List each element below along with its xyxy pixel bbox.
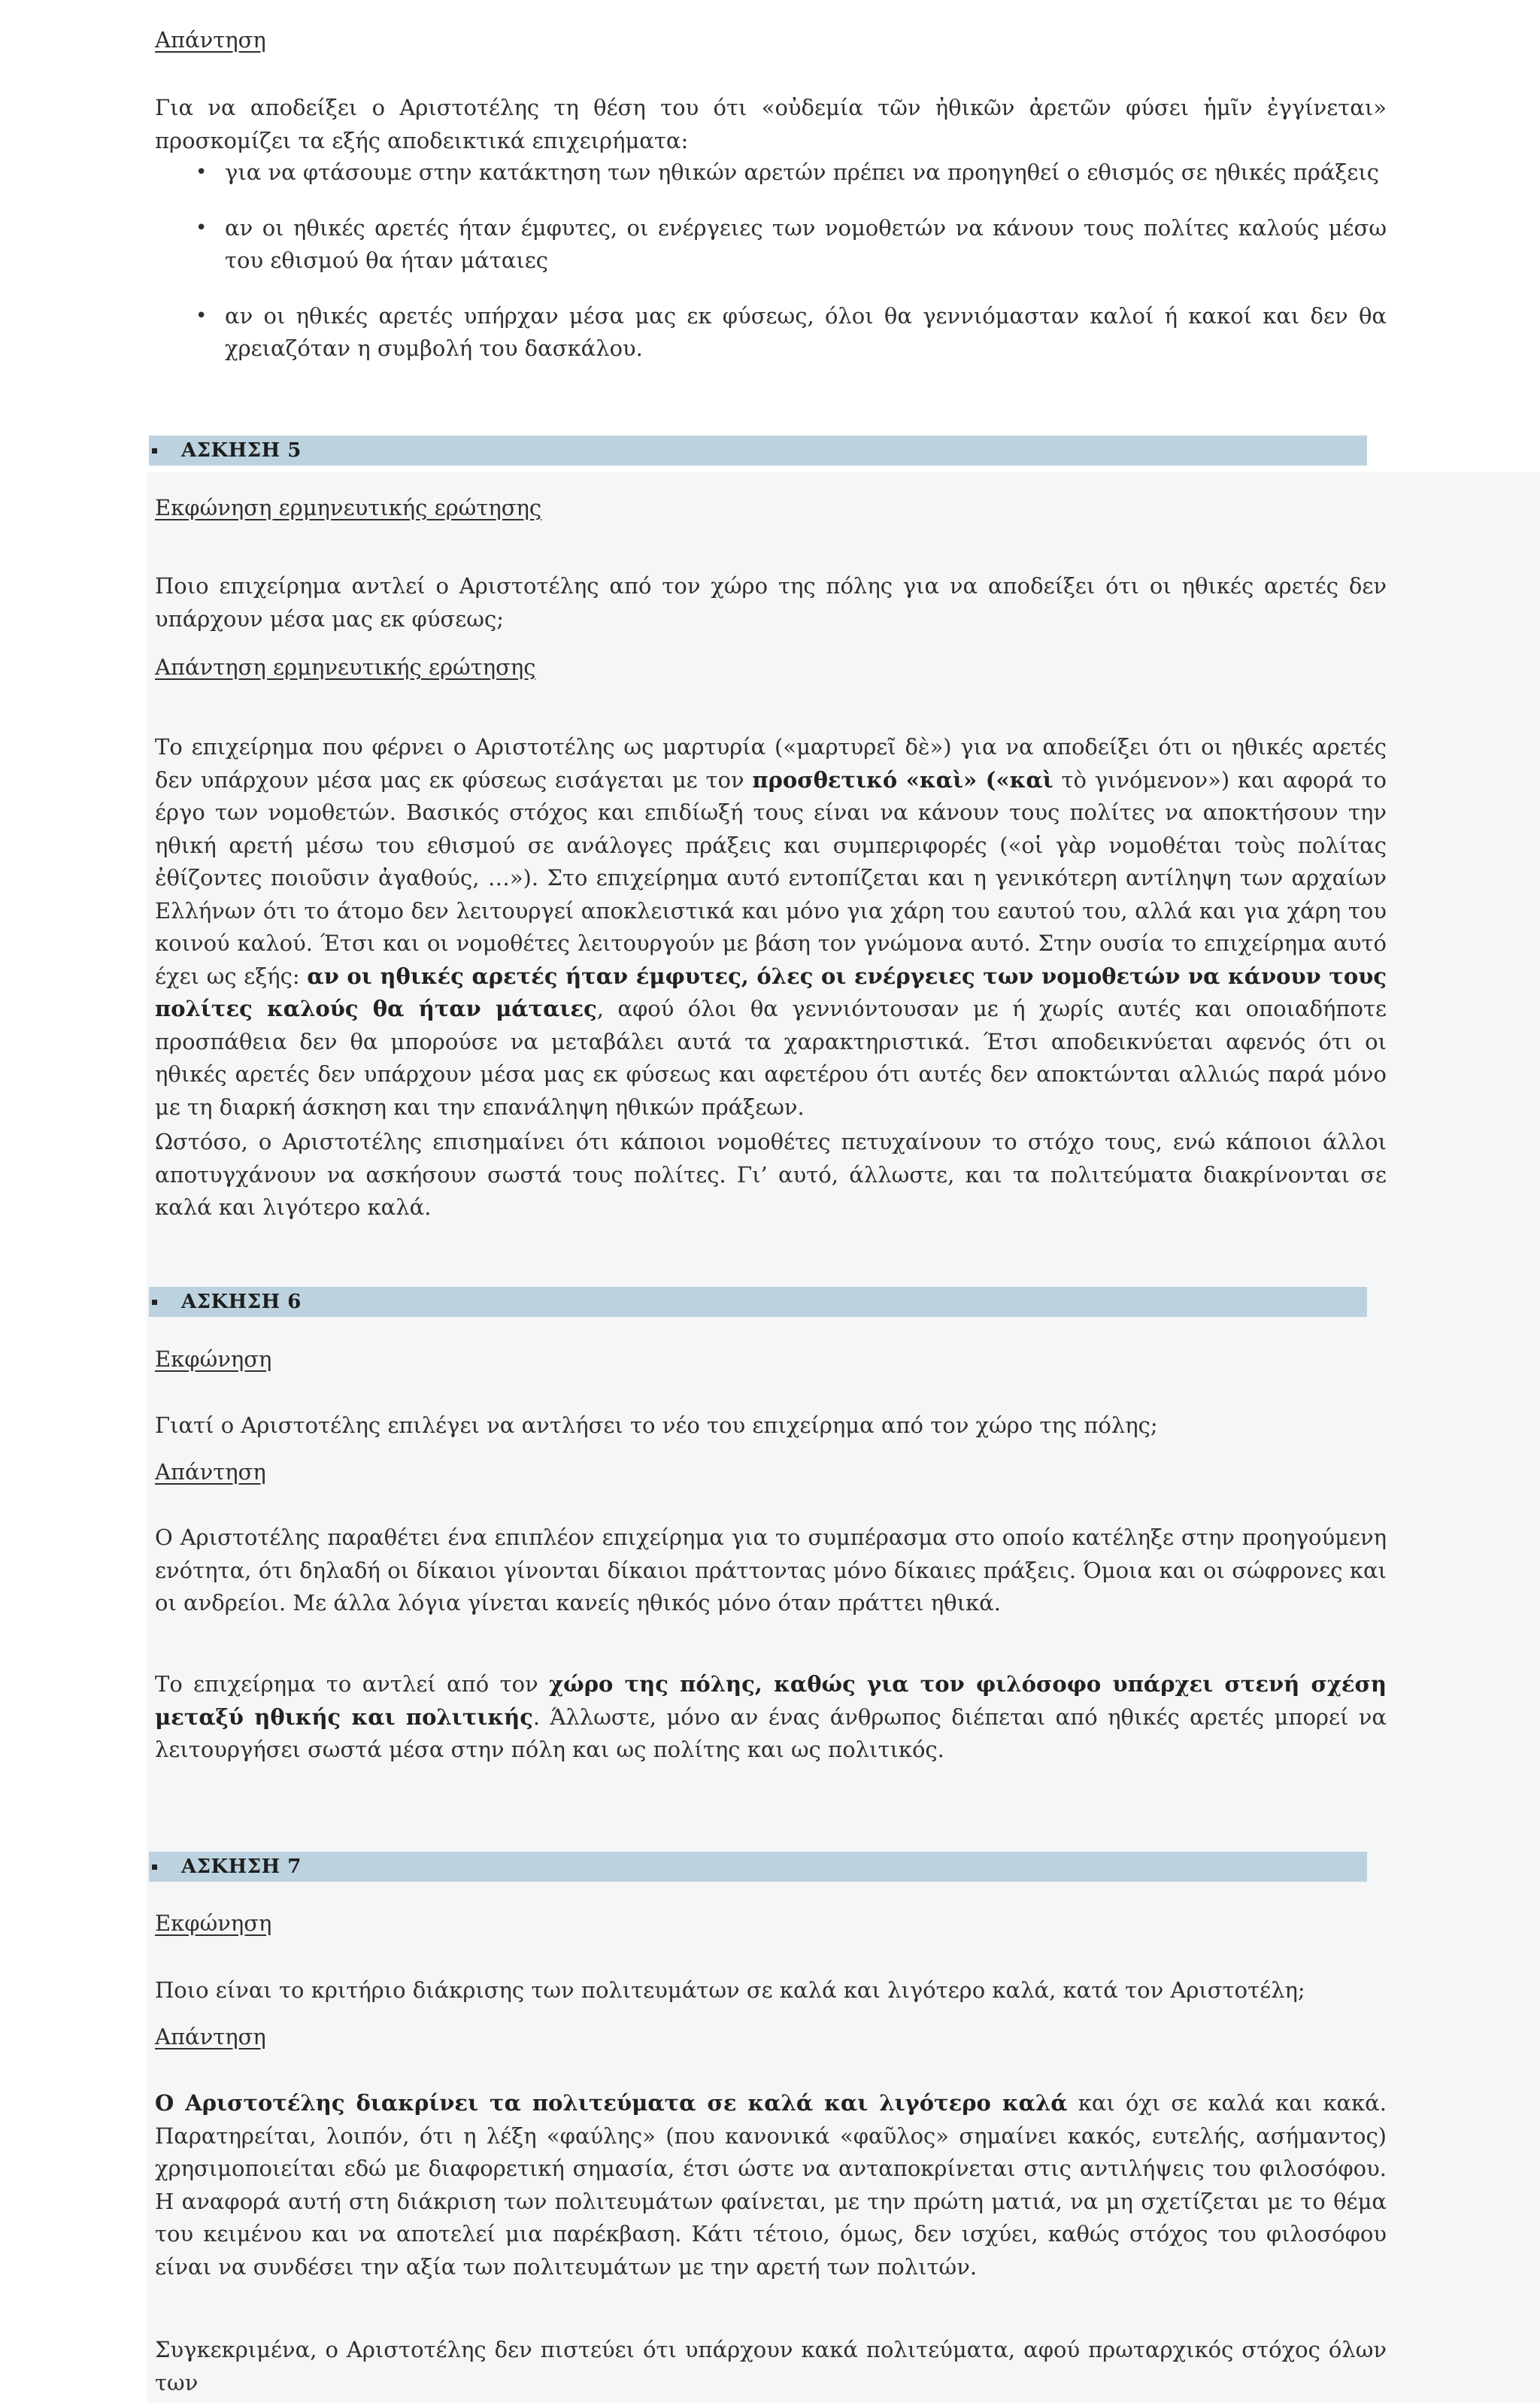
answer-label: Απάντηση ερμηνευτικής ερώτησης (155, 654, 536, 680)
answer-paragraph (155, 731, 1387, 1124)
emphasis-text: χώρο της πόλης, καθώς για τον φιλόσοφο υπάρχει στενή σχέση μεταξύ ηθικής και πολιτικής (155, 1671, 1387, 1730)
square-bullet-icon (152, 448, 157, 454)
emphasis-text: Ο Αριστοτέλης διακρίνει τα πολιτεύματα σε καλά και λιγότερο καλά (155, 2090, 1068, 2116)
question-text: Ποιο επιχείρημα αντλεί ο Αριστοτέλης από τον χώρο της πόλης για να αποδείξει ότι οι ηθικές αρετές δεν υπάρχουν μέσα μας εκ φύσεως; (155, 573, 1387, 632)
square-bullet-icon (152, 1300, 157, 1305)
answer-text: τὸ γινόμενον») και αφορά το έργο των νομοθετών. Βασικός στόχος και επιδίωξή τους είναι να κάνουν τους πολίτες να αποκτήσουν την ηθική αρετή μέσω του εθισμού σε ανάλογες πράξεις και συμπεριφορές («οἱ γὰρ νομοθέται τοὺς πολίτας ἐθίζοντες ποιοῦσιν ἀγαθούς, …»). Στο επιχείρημα αυτό εντοπίζεται και η γενικότερη αντίληψη των αρχαίων Ελλήνων ότι το άτομο δεν λειτουργεί αποκλειστικά και μόνο για χάρη του εαυτού του, αλλά και για χάρη του κοινού καλού. Έτσι και οι νομοθέτες λειτουργούν με βάση τον γνώμονα αυτό. Στην ουσία το επιχείρημα αυτό έχει ως εξής: (155, 766, 1387, 989)
exercise-7-header (149, 1852, 1367, 1882)
answer-paragraph: Ωστόσο, ο Αριστοτέλης επισημαίνει ότι κάποιοι νομοθέτες πετυχαίνουν το στόχο τους, ενώ κάποιοι άλλοι αποτυγχάνουν να ασκήσουν σωστά τους πολίτες. Γι’ αυτό, άλλωστε, και τα πολιτεύματα διακρίνονται σε καλά και λιγότερο καλά. (155, 1129, 1387, 1220)
answer-intro: Για να αποδείξει ο Αριστοτέλης τη θέση του ότι «οὐδεμία τῶν ἠθικῶν ἀρετῶν φύσει ἡμῖν ἐγγίνεται» προσκομίζει τα εξής αποδεικτικά επιχειρήματα: (155, 95, 1387, 153)
argument-list (155, 156, 1387, 366)
answer-paragraph (155, 1668, 1387, 1767)
question-label: Εκφώνηση ερμηνευτικής ερώτησης (155, 495, 542, 520)
exercise-title: ΑΣΚΗΣΗ 5 (181, 439, 302, 462)
answer-paragraph: Συγκεκριμένα, ο Αριστοτέλης δεν πιστεύει ότι υπάρχουν κακά πολιτεύματα, αφού πρωταρχικός στόχος όλων των (155, 2337, 1387, 2395)
answer-text: . Άλλωστε, μόνο αν ένας άνθρωπος διέπεται από ηθικές αρετές μπορεί να λειτουργήσει σωστά μέσα στην πόλη και ως πολίτης και ως πολιτικός. (155, 1704, 1387, 1762)
answer-text: Το επιχείρημα το αντλεί από τον (155, 1671, 550, 1697)
answer-label: Απάντηση (155, 27, 266, 53)
exercise-title: ΑΣΚΗΣΗ 6 (181, 1291, 302, 1313)
list-item: • αν οι ηθικές αρετές υπήρχαν μέσα μας εκ φύσεως, όλοι θα γεννιόμασταν καλοί ή κακοί και δεν θα χρειαζόταν η συμβολή του δασκάλου. (155, 300, 1387, 366)
square-bullet-icon (152, 1864, 157, 1870)
answer-label: Απάντηση (155, 1459, 266, 1485)
list-item: • αν οι ηθικές αρετές ήταν έμφυτες, οι ενέργειες των νομοθετών να κάνουν τους πολίτες καλούς μέσω του εθισμού θα ήταν μάταιες (155, 212, 1387, 278)
answer-text: Το επιχείρημα που φέρνει ο Αριστοτέλης ως μαρτυρία («μαρτυρεῖ δὲ») για να αποδείξει ότι οι ηθικές αρετές δεν υπάρχουν μέσα μας εκ φύσεως εισάγεται με τον (155, 734, 1387, 793)
answer-text: και όχι σε καλά και κακά. Παρατηρείται, λοιπόν, ότι η λέξη «φαύλης» (που κανονικά «φαῦλος» σημαίνει κακός, ευτελής, ασήμαντος) χρησιμοποιείται εδώ με διαφορετική σημασία, έτσι ώστε να ανταποκρίνεται στις αντιλήψεις του φιλοσόφου. Η αναφορά αυτή στη διάκριση των πολιτευμάτων φαίνεται, με την πρώτη ματιά, να μη σχετίζεται με το θέμα του κειμένου και να αποτελεί μια παρέκβαση. Κάτι τέτοιο, όμως, δεν ισχύει, καθώς στόχος του φιλοσόφου είναι να συνδέσει την αξία των πολιτευμάτων με την αρετή των πολιτών. (155, 2090, 1387, 2280)
exercise-5-header (149, 435, 1367, 466)
exercise-6-header (149, 1287, 1367, 1317)
answer-paragraph: Ο Αριστοτέλης παραθέτει ένα επιπλέον επιχείρημα για το συμπέρασμα στο οποίο κατέληξε στην προηγούμενη ενότητα, ότι δηλαδή οι δίκαιοι γίνονται δίκαιοι πράττοντας μόνο δίκαιες πράξεις. Όμοια και οι σώφρονες και οι ανδρείοι. Με άλλα λόγια γίνεται κανείς ηθικός μόνο όταν πράττει ηθικά. (155, 1525, 1387, 1616)
question-text: Ποιο είναι το κριτήριο διάκρισης των πολιτευμάτων σε καλά και λιγότερο καλά, κατά τον Αριστοτέλη; (155, 1977, 1305, 2003)
emphasis-text: αν οι ηθικές αρετές ήταν έμφυτες, όλες οι ενέργειες των νομοθετών να κάνουν τους πολίτες καλούς θα ήταν μάταιες (155, 963, 1387, 1021)
exercise-title: ΑΣΚΗΣΗ 7 (181, 1855, 302, 1878)
answer-paragraph (155, 2087, 1387, 2283)
answer-text: , αφού όλοι θα γεννιόντουσαν με ή χωρίς αυτές και οποιαδήποτε προσπάθεια δεν θα μπορούσε να μεταβάλει αυτά τα χαρακτηριστικά. Έτσι αποδεικνύεται αφενός ότι οι ηθικές αρετές δεν υπάρχουν μέσα μας εκ φύσεως και αφετέρου ότι αυτές δεν αποκτώνται αλλιώς παρά μόνο με τη διαρκή άσκηση και την επανάληψη ηθικών πράξεων. (155, 996, 1387, 1120)
answer-label: Απάντηση (155, 2024, 266, 2050)
question-label: Εκφώνηση (155, 1910, 272, 1936)
question-label: Εκφώνηση (155, 1346, 272, 1372)
list-item: • για να φτάσουμε στην κατάκτηση των ηθικών αρετών πρέπει να προηγηθεί ο εθισμός σε ηθικές πράξεις (155, 156, 1387, 190)
emphasis-text: προσθετικό «καὶ» («καὶ (752, 766, 1053, 793)
question-text: Γιατί ο Αριστοτέλης επιλέγει να αντλήσει το νέο του επιχείρημα από τον χώρο της πόλης; (155, 1412, 1158, 1438)
